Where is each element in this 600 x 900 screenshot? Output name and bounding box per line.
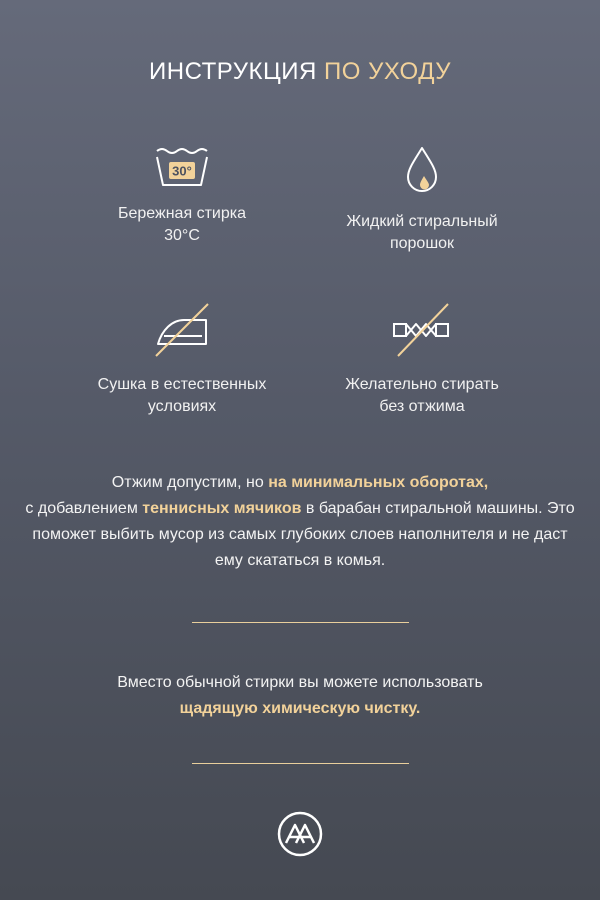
page-title [0, 58, 600, 86]
care-item-natural-dry [52, 300, 312, 418]
title-accent: ПО УХОДУ [324, 58, 451, 85]
liquid-detergent-icon [394, 145, 450, 197]
spin-note-text-1: Отжим допустим, но [111, 474, 269, 491]
spin-note-highlight-1: на минимальных оборотах, [268, 474, 489, 491]
care-item-liquid-detergent [292, 145, 552, 255]
spin-note-text-3: в барабан стиральной машины. Это поможет выбить мусор из самых глубоких слоев наполнителя и не даст ему скататься в комья. [32, 500, 575, 569]
care-label-natural-dry: Сушка в естественных условиях [97, 376, 267, 415]
no-wringing-icon [390, 300, 454, 360]
divider [192, 763, 409, 764]
care-item-no-spin [292, 300, 552, 418]
divider [192, 622, 409, 623]
spin-note [20, 470, 580, 574]
spin-note-text-2: с добавлением [25, 500, 143, 517]
title-main: ИНСТРУКЦИЯ [149, 58, 317, 85]
care-label-no-spin: Желательно стирать без отжима [345, 376, 499, 415]
dry-clean-note [20, 670, 580, 722]
dry-clean-note-highlight: щадящую химическую чистку. [179, 700, 421, 717]
brand-logo-icon [277, 811, 323, 857]
no-tumble-dry-icon [150, 300, 214, 360]
care-item-gentle-wash [52, 145, 312, 247]
spin-note-highlight-2: теннисных мячиков [142, 500, 302, 517]
wash-temp-text: 30° [172, 163, 192, 179]
wash-30-icon [154, 145, 210, 189]
dry-clean-note-text: Вместо обычной стирки вы можете использовать [117, 674, 483, 691]
care-label-liquid-detergent: Жидкий стиральный порошок [346, 213, 498, 252]
care-label-gentle-wash: Бережная стирка 30°C [118, 205, 246, 244]
